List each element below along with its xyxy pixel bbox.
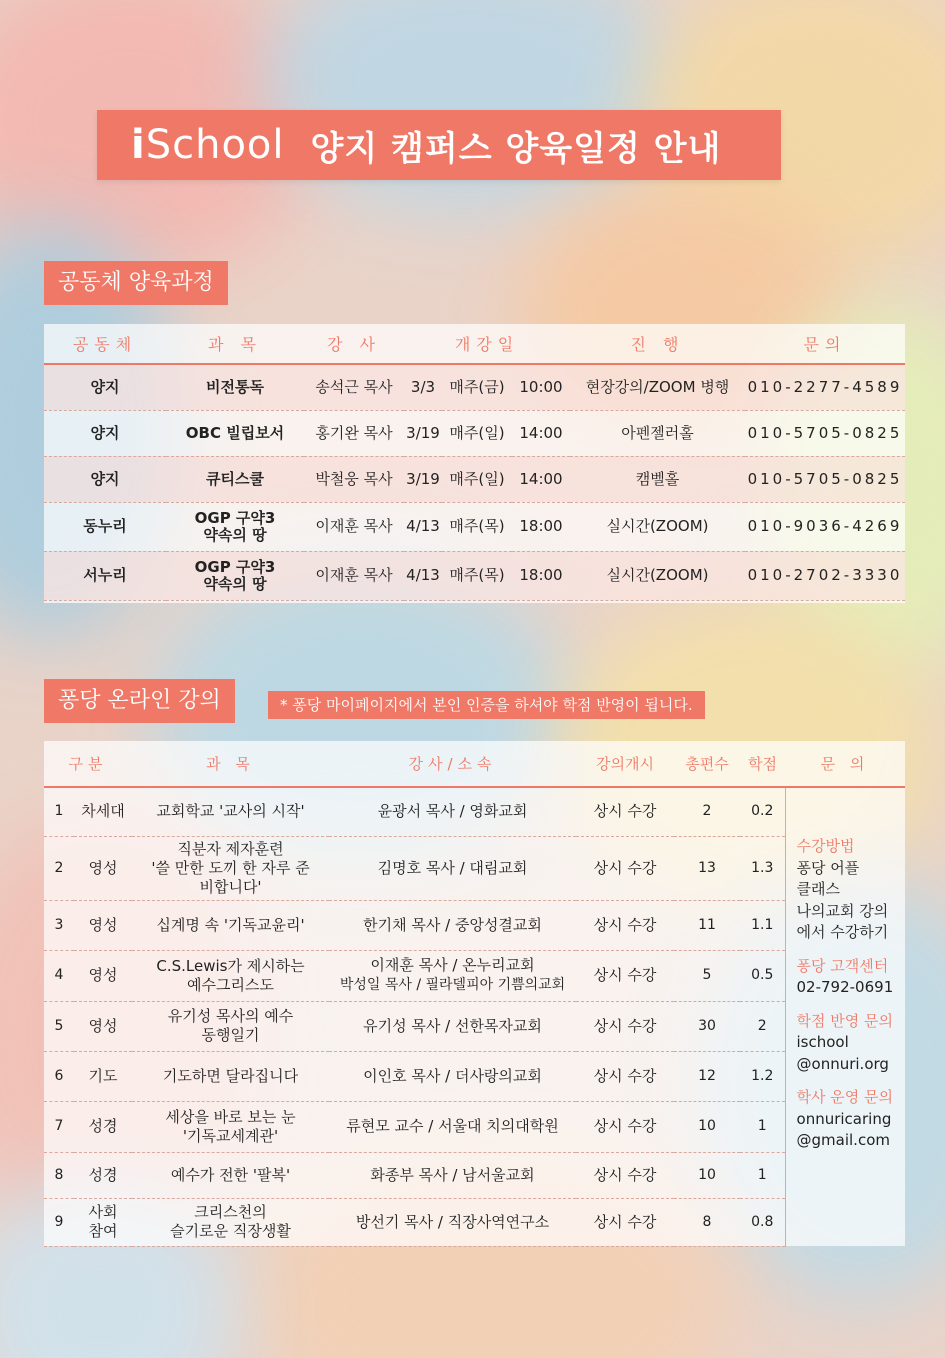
category-cell: 영성: [74, 1001, 132, 1051]
header-mode: 진 행: [570, 324, 745, 364]
mode-cell: 아펜젤러홀: [570, 410, 745, 456]
row-number: 6: [44, 1051, 74, 1101]
course-cell: OBC 빌립보서: [166, 410, 304, 456]
count-cell: 30: [674, 1001, 740, 1051]
teacher-cell: 한기채 목사 / 중앙성결교회: [329, 900, 576, 950]
header-start: 강의개시: [576, 741, 674, 787]
teacher-cell: 송석근 목사: [304, 364, 404, 410]
start-cell: 상시 수강: [576, 1152, 674, 1198]
row-number: 5: [44, 1001, 74, 1051]
teacher-cell: 이재훈 목사: [304, 551, 404, 600]
community-cell: 양지: [44, 410, 166, 456]
category-cell: 기도: [74, 1051, 132, 1101]
teacher-cell: 방선기 목사 / 직장사역연구소: [329, 1198, 576, 1246]
teacher-cell: 김명호 목사 / 대림교회: [329, 836, 576, 900]
course-cell: 직분자 제자훈련 '쓸 만한 도끼 한 자루 준 비합니다': [132, 836, 329, 900]
row-number: 9: [44, 1198, 74, 1246]
credit-cell: 1.1: [740, 900, 785, 950]
header-course: 과 목: [166, 324, 304, 364]
table-row: [44, 364, 905, 410]
start-cell: 상시 수강: [576, 900, 674, 950]
count-cell: 2: [674, 787, 740, 836]
ischool-logo: iSchool: [131, 122, 285, 168]
table-header: [44, 741, 905, 787]
phone-cell: 010-9036-4269: [745, 502, 905, 551]
credit-cell: 0.5: [740, 950, 785, 1001]
count-cell: 11: [674, 900, 740, 950]
row-number: 7: [44, 1101, 74, 1152]
mode-cell: 캠벨홀: [570, 456, 745, 502]
count-cell: 13: [674, 836, 740, 900]
credit-cell: 1.2: [740, 1051, 785, 1101]
table-row: [44, 1152, 905, 1198]
course-cell: C.S.Lewis가 제시하는 예수그리스도: [132, 950, 329, 1001]
teacher-cell: 이인호 목사 / 더사랑의교회: [329, 1051, 576, 1101]
row-number: 8: [44, 1152, 74, 1198]
time-cell: 10:00: [512, 364, 570, 410]
teacher-cell: 화종부 목사 / 남서울교회: [329, 1152, 576, 1198]
table-row: [44, 1101, 905, 1152]
day-cell: 매주(일): [442, 456, 512, 502]
date-cell: 3/3: [404, 364, 442, 410]
date-cell: 3/19: [404, 410, 442, 456]
mode-cell: 실시간(ZOOM): [570, 551, 745, 600]
table-row: [44, 950, 905, 1001]
teacher-cell: 윤광서 목사 / 영화교회: [329, 787, 576, 836]
header-course: 과 목: [132, 741, 329, 787]
phone-cell: 010-2277-4589: [745, 364, 905, 410]
mode-cell: 현장강의/ZOOM 병행: [570, 364, 745, 410]
teacher-cell: 류현모 교수 / 서울대 치의대학원: [329, 1101, 576, 1152]
course-cell: 비전통독: [166, 364, 304, 410]
section-community-label: 공동체 양육과정: [44, 261, 228, 305]
teacher-cell: 이재훈 목사: [304, 502, 404, 551]
side-heading-method: 수강방법: [796, 837, 855, 855]
category-cell: 성경: [74, 1101, 132, 1152]
course-cell: 예수가 전한 '팔복': [132, 1152, 329, 1198]
start-cell: 상시 수강: [576, 1051, 674, 1101]
credit-cell: 1: [740, 1101, 785, 1152]
community-cell: 서누리: [44, 551, 166, 600]
side-heading-admin: 학사 운영 문의: [796, 1088, 893, 1106]
teacher-cell: 홍기완 목사: [304, 410, 404, 456]
online-course-table: [44, 741, 905, 1246]
category-cell: 성경: [74, 1152, 132, 1198]
header-category: 구분: [44, 741, 132, 787]
course-cell: 기도하면 달라집니다: [132, 1051, 329, 1101]
time-cell: 18:00: [512, 502, 570, 551]
teacher-cell: 박철웅 목사: [304, 456, 404, 502]
start-cell: 상시 수강: [576, 950, 674, 1001]
credit-notice: * 퐁당 마이페이지에서 본인 인증을 하셔야 학점 반영이 됩니다.: [268, 691, 705, 719]
date-cell: 4/13: [404, 551, 442, 600]
section-online-label: 퐁당 온라인 강의: [44, 679, 235, 723]
date-cell: 3/19: [404, 456, 442, 502]
side-heading-credit: 학점 반영 문의: [796, 1011, 893, 1030]
community-cell: 양지: [44, 456, 166, 502]
time-cell: 18:00: [512, 551, 570, 600]
start-cell: 상시 수강: [576, 1101, 674, 1152]
table-row: [44, 1051, 905, 1101]
title-banner: [97, 110, 781, 180]
community-cell: 동누리: [44, 502, 166, 551]
table-row: [44, 1198, 905, 1246]
start-cell: 상시 수강: [576, 1001, 674, 1051]
community-course-table: [44, 324, 905, 603]
header-credit: 학점: [740, 741, 785, 787]
course-cell: 크리스천의 슬기로운 직장생활: [132, 1198, 329, 1246]
category-cell: 사회 참여: [74, 1198, 132, 1246]
table-header: [44, 324, 905, 364]
count-cell: 10: [674, 1152, 740, 1198]
day-cell: 매주(일): [442, 410, 512, 456]
course-cell: 세상을 바로 보는 눈 '기독교세계관': [132, 1101, 329, 1152]
day-cell: 매주(목): [442, 551, 512, 600]
start-cell: 상시 수강: [576, 787, 674, 836]
table-row: [44, 456, 905, 502]
count-cell: 5: [674, 950, 740, 1001]
credit-cell: 1.3: [740, 836, 785, 900]
header-count: 총편수: [674, 741, 740, 787]
row-number: 1: [44, 787, 74, 836]
table-row: [44, 1001, 905, 1051]
course-cell: 교회학교 '교사의 시작': [132, 787, 329, 836]
credit-cell: 0.8: [740, 1198, 785, 1246]
table-row: [44, 787, 905, 836]
start-cell: 상시 수강: [576, 1198, 674, 1246]
table-row: [44, 836, 905, 900]
table-row: [44, 502, 905, 551]
course-cell: 십계명 속 '기독교윤리': [132, 900, 329, 950]
table-row: [44, 551, 905, 600]
category-cell: 영성: [74, 950, 132, 1001]
day-cell: 매주(금): [442, 364, 512, 410]
row-number: 3: [44, 900, 74, 950]
credit-cell: 2: [740, 1001, 785, 1051]
category-cell: 차세대: [74, 787, 132, 836]
time-cell: 14:00: [512, 456, 570, 502]
table-row: [44, 410, 905, 456]
table-row: [44, 900, 905, 950]
header-contact: 문 의: [785, 741, 905, 787]
contact-info: 수강방법 퐁당 어플 클래스 나의교회 강의 에서 수강하기 퐁당 고객센터 02-792-0691 학점 반영 문의 ischool @onnuri.org 학사 운영 문의 onnuricaring @gmail.com: [785, 787, 905, 1246]
mode-cell: 실시간(ZOOM): [570, 502, 745, 551]
course-cell: 큐티스쿨: [166, 456, 304, 502]
header-teacher: 강사/소속: [329, 741, 576, 787]
row-number: 4: [44, 950, 74, 1001]
course-cell: OGP 구약3 약속의 땅: [166, 502, 304, 551]
phone-cell: 010-5705-0825: [745, 410, 905, 456]
teacher-cell: 이재훈 목사 / 온누리교회 박성일 목사 / 필라델피아 기쁨의교회: [329, 950, 576, 1001]
side-heading-service: 퐁당 고객센터: [796, 956, 889, 975]
category-cell: 영성: [74, 836, 132, 900]
credit-cell: 1: [740, 1152, 785, 1198]
category-cell: 영성: [74, 900, 132, 950]
count-cell: 8: [674, 1198, 740, 1246]
course-cell: OGP 구약3 약속의 땅: [166, 551, 304, 600]
date-cell: 4/13: [404, 502, 442, 551]
course-cell: 유기성 목사의 예수 동행일기: [132, 1001, 329, 1051]
credit-cell: 0.2: [740, 787, 785, 836]
header-contact: 문의: [745, 324, 905, 364]
teacher-cell: 유기성 목사 / 선한목자교회: [329, 1001, 576, 1051]
header-community: 공동체: [44, 324, 166, 364]
count-cell: 12: [674, 1051, 740, 1101]
community-cell: 양지: [44, 364, 166, 410]
row-number: 2: [44, 836, 74, 900]
header-teacher: 강 사: [304, 324, 404, 364]
page-title: 양지 캠퍼스 양육일정 안내: [310, 128, 722, 169]
start-cell: 상시 수강: [576, 836, 674, 900]
phone-cell: 010-5705-0825: [745, 456, 905, 502]
day-cell: 매주(목): [442, 502, 512, 551]
header-start-date: 개강일: [404, 324, 570, 364]
count-cell: 10: [674, 1101, 740, 1152]
time-cell: 14:00: [512, 410, 570, 456]
phone-cell: 010-2702-3330: [745, 551, 905, 600]
